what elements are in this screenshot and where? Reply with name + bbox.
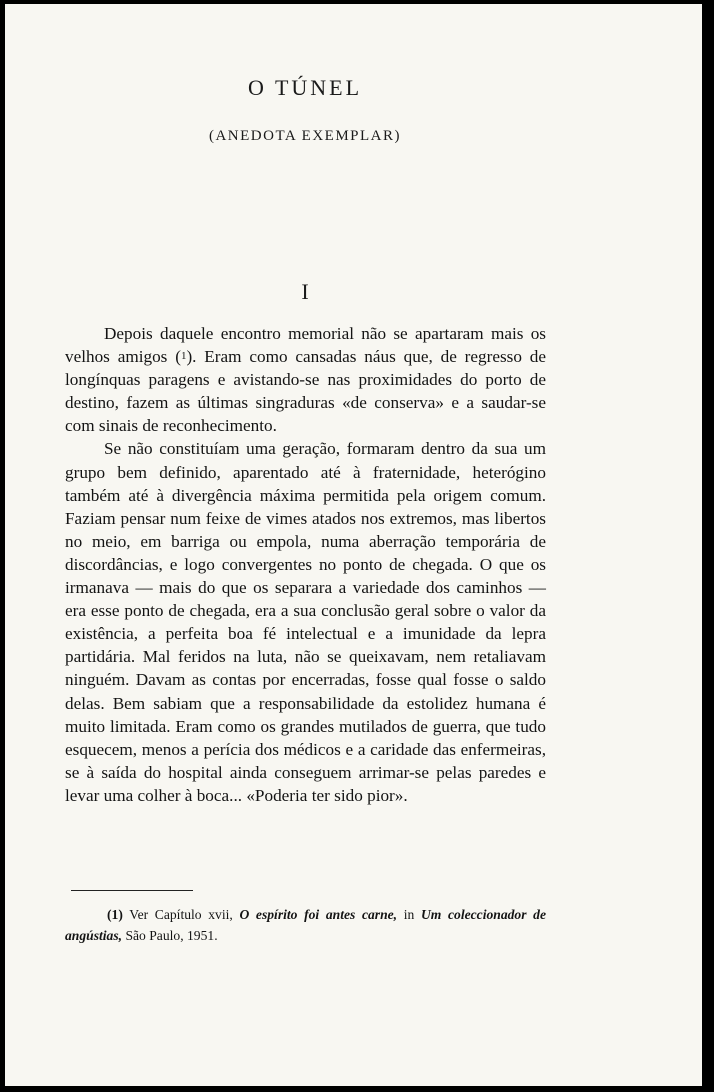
- footnote-text-b: O espírito foi antes carne,: [239, 907, 398, 922]
- footnote: [65, 904, 546, 946]
- footnote-reference: 1: [180, 350, 187, 363]
- paragraph-1-start: Depois daquele encontro memorial não se apartaram mais os velhos amigos (: [65, 324, 546, 367]
- footnote-text-a: Ver Capítulo xvii,: [129, 907, 233, 922]
- paragraph-2: Se não constituíam uma geração, formaram dentro da sua um grupo bem definido, aparentado até à fraternidade, heterógino também até à divergência máxima permitida pela origem comum. Faziam pensar num feixe de vimes atados nos extremos, mas libertos no meio, em barriga ou empola, numa aberração temporária de discordâncias, e logo convergentes no ponto de chegada. O que os irmanava — mais do que os separara a variedade dos caminhos — era esse ponto de chegada, era a sua conclusão geral sobre o valor da existência, a perfeita boa fé intelectual e a imunidade da lepra partidária. Mal feridos na luta, não se queixavam, nem retaliavam ninguém. Davam as contas por encerradas, fosse qual fosse o saldo delas. Bem sabiam que a responsabilidade da estolidez humana é muito limitada. Eram como os grandes mutilados de guerra, que tudo esquecem, menos a perícia dos médicos e a caridade das enfermeiras, se à saída do hospital ainda conseguem arrimar-se pelas paredes e levar uma colher à boca... «Poderia ter sido pior».: [65, 439, 546, 805]
- paragraph-1-end: ). Eram como cansadas náus que, de regresso de longínquas paragens e avistando-se nas proximidades do porto de destino, fazem as últimas singraduras «de conserva» e a saudar-se com sinais de reconhecimento.: [65, 347, 546, 436]
- paragraph-1: [65, 322, 546, 437]
- footnote-mark: (1): [107, 907, 123, 922]
- footnote-divider: [71, 890, 193, 891]
- chapter-number: I: [301, 279, 309, 304]
- page-title: O TÚNEL: [247, 75, 363, 100]
- footnote-text-c: in: [403, 907, 415, 922]
- body-text: [65, 322, 546, 807]
- footnote-text-d: Um coleccionador de angústias,: [65, 907, 546, 943]
- page-subtitle: (ANEDOTA EXEMPLAR): [208, 128, 402, 144]
- footnote-text-e: São Paulo, 1951.: [125, 928, 218, 943]
- book-page: [5, 4, 702, 1086]
